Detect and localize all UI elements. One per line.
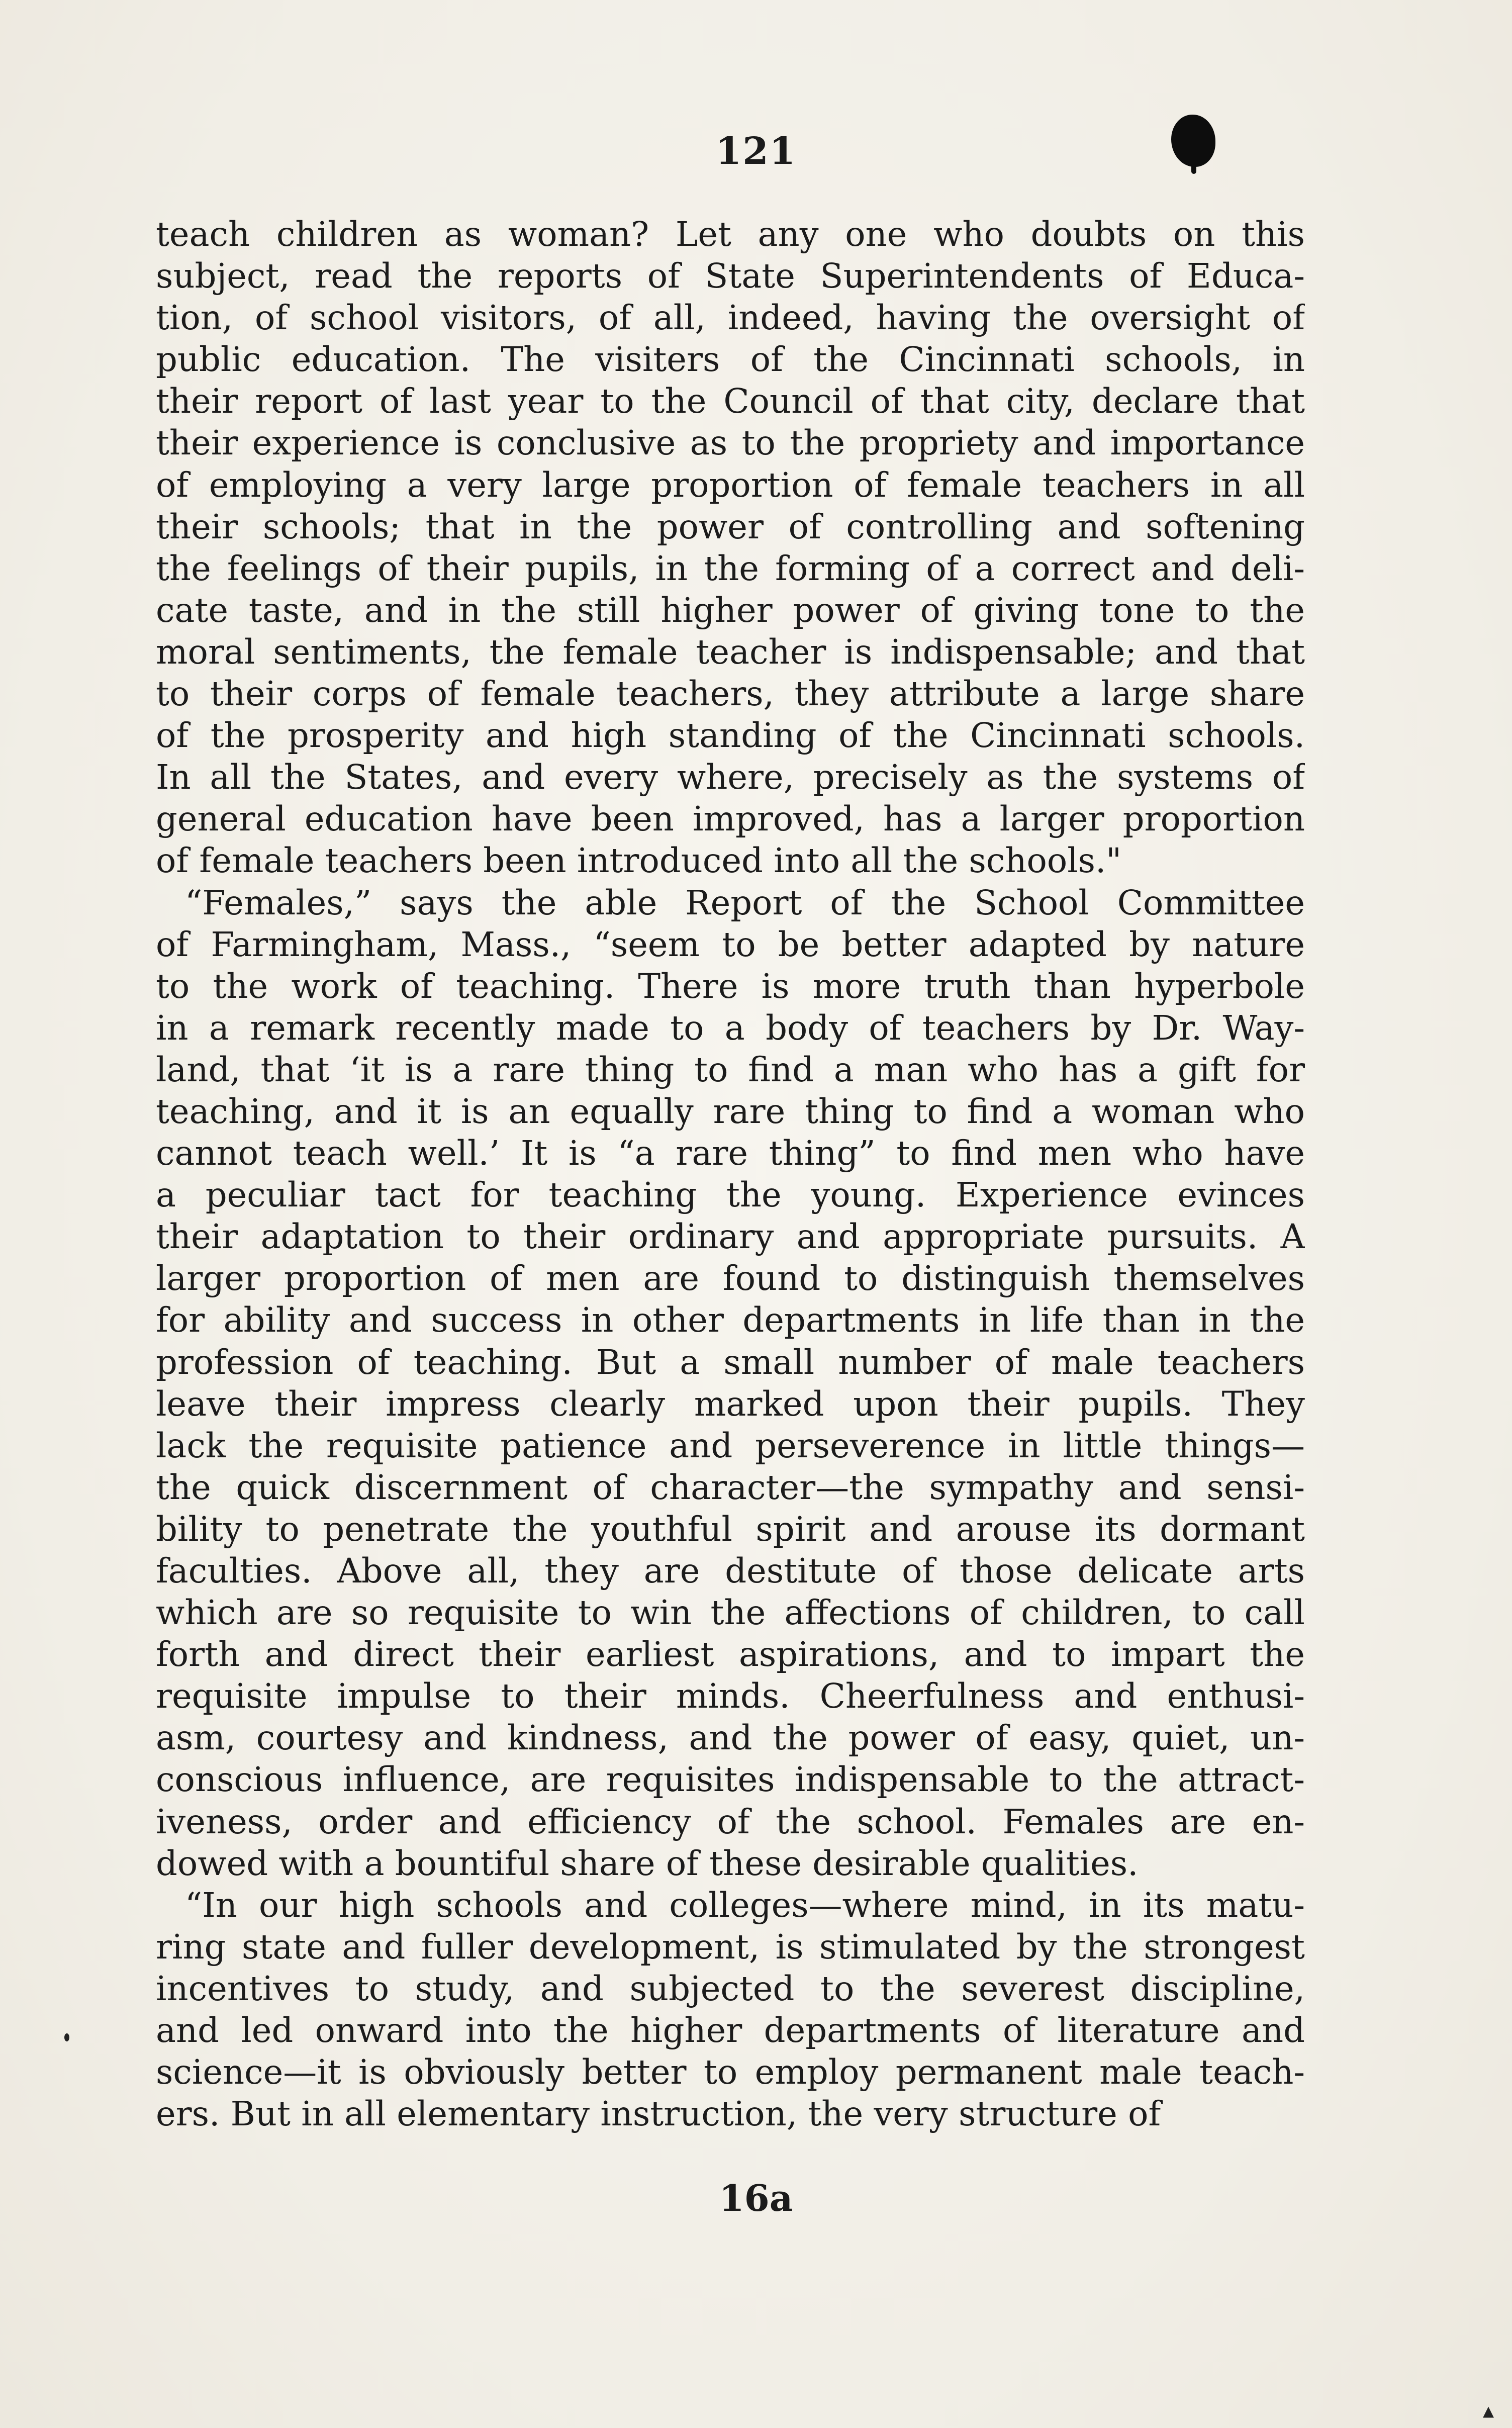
text-line: to their corps of female teachers, they attribute a large share — [156, 674, 1305, 714]
text-line: their experience is conclusive as to the propriety and importance — [156, 423, 1305, 463]
text-line: their adaptation to their ordinary and appropriate pursuits. A — [156, 1217, 1305, 1257]
text-line: land, that ‘it is a rare thing to find a man who has a gift for — [156, 1050, 1305, 1089]
text-line: cannot teach well.’ It is “a rare thing” to find men who have — [156, 1134, 1305, 1173]
text-line: “Females,” says the able Report of the School Committee — [185, 883, 1305, 922]
text-line: of the prosperity and high standing of the Cincinnati schools. — [156, 716, 1305, 756]
text-line: In all the States, and every where, precisely as the systems of — [156, 758, 1305, 797]
text-line: of employing a very large proportion of female teachers in all — [156, 465, 1305, 505]
text-line: the feelings of their pupils, in the forming of a correct and deli- — [156, 548, 1305, 588]
text-line: subject, read the reports of State Superintendents of Educa- — [156, 256, 1305, 296]
text-line: conscious influence, are requisites indispensable to the attract- — [156, 1760, 1305, 1800]
text-line: a peculiar tact for teaching the young. Experience evinces — [156, 1175, 1305, 1215]
text-line: forth and direct their earliest aspirations, and to impart the — [156, 1635, 1305, 1674]
text-line: ring state and fuller development, is stimulated by the strongest — [156, 1927, 1305, 1967]
text-line: requisite impulse to their minds. Cheerfulness and enthusi- — [156, 1676, 1305, 1716]
text-line: cate taste, and in the still higher power of giving tone to the — [156, 590, 1305, 630]
text-line: which are so requisite to win the affections of children, to call — [156, 1593, 1305, 1633]
text-line: dowed with a bountiful share of these desirable qualities. — [156, 1843, 1139, 1883]
text-line: of female teachers been introduced into all the schools." — [156, 841, 1122, 881]
ink-blot — [1171, 115, 1215, 167]
text-line: to the work of teaching. There is more truth than hyperbole — [156, 966, 1305, 1006]
text-line: lack the requisite patience and perseverence in little things— — [156, 1426, 1305, 1465]
text-line: leave their impress clearly marked upon their pupils. They — [156, 1384, 1305, 1424]
page-number: 121 — [715, 130, 797, 173]
text-line: larger proportion of men are found to distinguish themselves — [156, 1259, 1305, 1298]
text-line: asm, courtesy and kindness, and the power of easy, quiet, un- — [156, 1718, 1305, 1758]
text-line: their report of last year to the Council of that city, declare that — [156, 382, 1305, 421]
text-line: and led onward into the higher departments of literature and — [156, 2011, 1305, 2050]
text-line: in a remark recently made to a body of teachers by Dr. Way- — [156, 1008, 1305, 1048]
text-line: bility to penetrate the youthful spirit and arouse its dormant — [156, 1509, 1305, 1549]
text-line: science—it is obviously better to employ permanent male teach- — [156, 2052, 1305, 2092]
text-line: “In our high schools and colleges—where mind, in its matu- — [185, 1885, 1305, 1925]
text-line: general education have been improved, has a larger proportion — [156, 799, 1305, 839]
text-line: teach children as woman? Let any one who doubts on this — [156, 215, 1305, 254]
text-line: for ability and success in other departments in life than in the — [156, 1300, 1305, 1340]
body-text — [156, 214, 1305, 2135]
text-line: public education. The visiters of the Cincinnati schools, in — [156, 340, 1305, 380]
text-line: iveness, order and efficiency of the school. Females are en- — [156, 1802, 1305, 1841]
corner-speck: ▴ — [1483, 2398, 1494, 2423]
text-line: the quick discernment of character—the sympathy and sensi- — [156, 1467, 1305, 1507]
text-line: moral sentiments, the female teacher is indispensable; and that — [156, 632, 1305, 672]
text-line: profession of teaching. But a small number of male teachers — [156, 1342, 1305, 1382]
text-line: of Farmingham, Mass., “seem to be better adapted by nature — [156, 924, 1305, 964]
text-line: ers. But in all elementary instruction, the very structure of — [156, 2094, 1161, 2134]
text-line: incentives to study, and subjected to the severest discipline, — [156, 1969, 1305, 2008]
text-line: their schools; that in the power of controlling and softening — [156, 507, 1305, 546]
text-line: faculties. Above all, they are destitute of those delicate arts — [156, 1551, 1305, 1591]
text-line: tion, of school visitors, of all, indeed, having the oversight of — [156, 298, 1305, 338]
margin-speck — [64, 2033, 69, 2041]
signature-mark: 16a — [719, 2177, 793, 2219]
text-line: teaching, and it is an equally rare thing to find a woman who — [156, 1091, 1305, 1131]
